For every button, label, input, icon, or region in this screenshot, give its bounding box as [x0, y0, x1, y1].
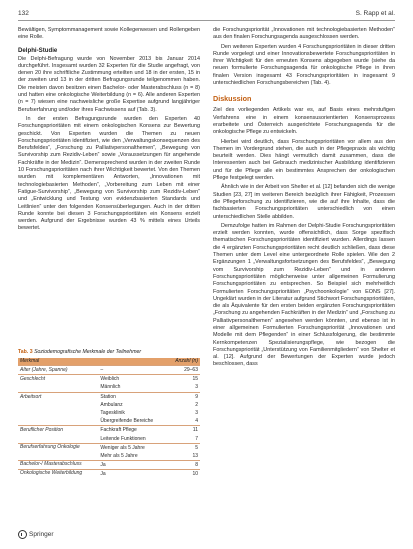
table-row — [18, 417, 200, 426]
table-cell-count: 9 — [167, 392, 200, 401]
table-cell-category — [18, 383, 98, 392]
table-caption — [18, 349, 200, 356]
table-cell-category — [18, 417, 98, 426]
publisher-name: Springer — [29, 531, 54, 538]
table-cell-category — [18, 435, 98, 444]
table-cell-category: Geschlecht — [18, 375, 98, 384]
table-cell-count: 3 — [195, 410, 198, 417]
table-cell-count: 7 — [195, 435, 198, 442]
table-cell-count: 10 — [167, 470, 200, 479]
table-cell-count: 5 — [167, 443, 200, 452]
table-row — [18, 392, 200, 401]
table-cell-count: 3 — [195, 384, 198, 391]
table-header-cell — [98, 358, 167, 366]
publisher-logo — [18, 530, 54, 539]
table-cell-subgroup: Fachkraft Pflege — [98, 426, 167, 435]
table-row — [18, 452, 200, 461]
section-heading-diskussion: Diskussion — [213, 94, 252, 104]
table-cell-subgroup: Ja — [98, 461, 167, 470]
table-row — [18, 409, 200, 417]
table-cell-category: Onkologische Weiterbildung — [18, 470, 98, 479]
table-cell-subgroup: Ja — [98, 470, 167, 479]
table-cell-subgroup: Station — [98, 392, 167, 401]
table-cell-category: Beruflicher Position — [18, 426, 98, 435]
body-paragraph: Ähnlich wie in der Arbeit von Shelter et al. [12] befanden sich die wenige Studien [23, 27] im weiteren Bereich bezüglich ihrer Fähigkeit, Prozessen die Pflegeforschung zu identifizieren, wie die auf ihre Inhalte, dass die fachbasierten Forschungsprioritäten unterschiedlich von einen unterschiedlichen Stelle abbilden. — [213, 184, 395, 220]
table-row — [18, 401, 200, 409]
body-paragraph: Den weiteren Experten wurden 4 Forschungsprioritäten in dieser dritten Runde vorgelegt und einer Innovationsbewertete Forschungsprioritäten in ihrer Wichtigkeit für den erneuten Konsens abgegeben wurde (siehe da neuen formulierte Forschungsagenda für onkologische Pflege in ihren finalen Version insgesamt 43 Forschungsprioritäten in insgesamt 9 unterschiedlichen Forschungsbereichen (Tab. 4). — [213, 43, 395, 87]
table-cell-subgroup: Übergreifende Bereiche — [100, 418, 154, 425]
table-row — [18, 426, 200, 435]
table-row — [18, 461, 200, 470]
table-header-cell: Anzahl (n) — [167, 358, 200, 366]
table-cell-category — [18, 409, 98, 417]
table-caption-text: Soziodemografische Merkmale der Teilnehmer — [34, 349, 142, 355]
left-column — [18, 27, 200, 235]
table-row — [18, 435, 200, 444]
table-header-cell: Merkmal — [18, 358, 98, 366]
table-cell-category: Arbeitsort — [18, 392, 98, 401]
header-rule — [18, 20, 395, 21]
table-cell-subgroup: – — [98, 366, 167, 375]
body-paragraph: Ziel des vorliegenden Artikels war es, auf Basis eines mehrstufigen Verfahrens eine in einem konsensusorientierten Konsensprozess erarbeitete und Österreich ausgerichtete Forschungsagenda für die onkologische Pflege zu entwickeln. — [213, 107, 395, 136]
body-paragraph: Die Delphi-Befragung wurde von November 2013 bis Januar 2014 durchgeführt. Insgesamt wurden 32 Experten für die Studie angefragt, von denen 20 ihre schriftliche Zustimmung erteilten und 18 in der ersten, 15 in der zweiten und 13 in der dritten Befragungsrunde teilgenommen haben. Die meisten davon besitzen einen Bachelor- oder Masterabschluss (n = 8) und hatten eine onkologische Weiterbildung (n = 6). Alle anderen Experten (n = 7) wiesen eine nachweisliche große Expertise aufgrund langjähriger Berufserfahrung und/oder ihres Fachwissens auf (Tab. 3). — [18, 55, 200, 113]
table-cell-count: 4 — [195, 418, 198, 425]
table-header-row — [18, 358, 200, 366]
table-cell-subgroup: Männlich — [100, 384, 121, 391]
table-row — [18, 470, 200, 479]
body-paragraph: Hierbei wird deutlich, dass Forschungsprioritäten vor allem aus den Themen im Vordergrund stehen, die auch in der Pflegepraxis als wichtig beurteilt werden. Dies hängt vermutlich damit zusammen, dass die Interessenten auch bei Gebrauch medizinischer Ausbildung identifizieren und für die Pflege alle ein bestimmtes Ansprechen der onkologischen Pflege festgelegt werden. — [213, 138, 395, 182]
table-row — [18, 443, 200, 452]
right-column — [213, 27, 395, 371]
table-3 — [18, 349, 200, 479]
body-paragraph: Bewältigen, Symptommanagement sowie Kollegenwesen und Rollengeben eine Rolle. — [18, 27, 200, 41]
table-cell-category: Bachelor-/ Masterabschluss — [18, 461, 98, 470]
table-label: Tab. 3 — [18, 349, 33, 355]
table-cell-subgroup: Weiblich — [98, 375, 167, 384]
demographics-table — [18, 358, 200, 479]
table-cell-subgroup: Tagesklinik — [100, 410, 125, 417]
body-paragraph: Demzufolge hatten im Rahmen der Delphi-Studie Forschungsprioritäten erzielt werden konnten, wurde offensichtlich, dass Sorge spezifisch thematischen Forschungsprioritäten identifiziert wurden. Allerdings lassen die 4 ergänzten Forschungsprioritäten recht deutlich schließen, dass diese Themen unter dem Level eine untergeordnete Rolle spielen. Wie den 2 Ergänzungen 1 „Verwaltungsfortsetzungen des Berufsfeldes“, „Bewegung vom Survivorship zum Rezidiv-Leben“ und in anderen Forschungsprioritäten möglicherweise unter allgemeinen Formulierung Forschungsprioritäten zu entsprechen. So Beispiel sich mehrheitlich Formulierten Forschungsprioritäten „Psychoonkologie“ von EONS [27]. Ungeklärt wurden in der Literatur aufgrund Stichwort Forschungsprioritäten, die als Äquivalente für den ersten beiden ergänzten Forschungsprioritäten „Forschung zu angehenden Fachkräften in der Medizin“ und „Forschung zu Palliativpersonalthemen“ angesehen werden könnten, und ebenso ist in einer allgemeinen Formulierten Forschungspriorität „Innovationen und Modelle mit dem Pflegenden“ in einer Schlussfolgerung, die bestimmte Kernkompetenzen Spezialisierungspflege, wie bezogen die Forschungspriorität „Unterstützung von Familienmitgliedern“ von Shelter et al. [12]. Aufgrund der Bewertungen der Experten wurde jedoch beschlossen, dass — [213, 222, 395, 368]
table-cell-category: Berufserfahrung Onkologie — [18, 443, 98, 452]
table-cell-category: Alter (Jahre, Spanne) — [18, 366, 98, 375]
table-row — [18, 383, 200, 392]
table-cell-count: 2 — [195, 401, 198, 408]
table-cell-category — [18, 401, 98, 409]
table-row — [18, 366, 200, 375]
table-cell-count: 8 — [167, 461, 200, 470]
table-cell-count: 15 — [167, 375, 200, 384]
table-row — [18, 375, 200, 384]
table-cell-category — [18, 452, 98, 461]
table-cell-subgroup: Weniger als 5 Jahre — [98, 443, 167, 452]
table-cell-count: 29–63 — [167, 366, 200, 375]
springer-horse-icon — [18, 530, 27, 539]
section-heading-delphi: Delphi-Studie — [18, 46, 58, 54]
table-cell-count: 13 — [192, 453, 198, 460]
body-paragraph: In der ersten Befragungsrunde wurden den Experten 40 Forschungsprioritäten mit einem onkologischen Konsens zur Bewertung geschickt. Von Experten wurden die Themen zu neuen Forschungsprioritäten identifiziert, wie den „Verwaltungskonsequenzen des Berufsfeldes“, „Forschung zu Palliativpersonalthemen“, „Bewegung von Survivorship zum Rezidiv-Leben“ sowie „Voraussetzungen für angehende Fachkräfte in der Medizin“. Demensprechend wurden in der zweiten Runde 10 Forschungsprioritäten nach ihrer Wichtigkeit bewertet. Von den Themen wurden mit komplementären Antworten, „Innovationen mit technologiebasierten Methoden“, „Vorbereitung zum Leben mit einer Fatigue-Survivorship“, „Bewegung von Survivorship zum Rezidiv-Leben“ und „Entwicklung und Testung von evidenzbasierten Standards und Leitlinien“ unter den folgenden Konsensüberlegungen. Auch in der dritten Runde konnte bei diesen 3 Forschungsprioritäten ein Konsens erzielt werden. Aufgrund der Ergebnisse wurden 43 % mittels eines Urteils bewertet. — [18, 115, 200, 232]
table-cell-subgroup: Mehr als 5 Jahre — [100, 453, 138, 460]
table-cell-count: 11 — [167, 426, 200, 435]
table-cell-subgroup: Leitende Funktionen — [100, 435, 146, 442]
body-paragraph: die Forschungspriorität „Innovationen mit technologiebasierten Methoden“ aus den finalen Forschungsagenda ausgeschlossen werden. — [213, 27, 395, 41]
running-head-authors: S. Rapp et al. — [355, 10, 395, 17]
table-cell-subgroup: Ambulanz — [100, 401, 123, 408]
page-number: 132 — [18, 10, 29, 17]
